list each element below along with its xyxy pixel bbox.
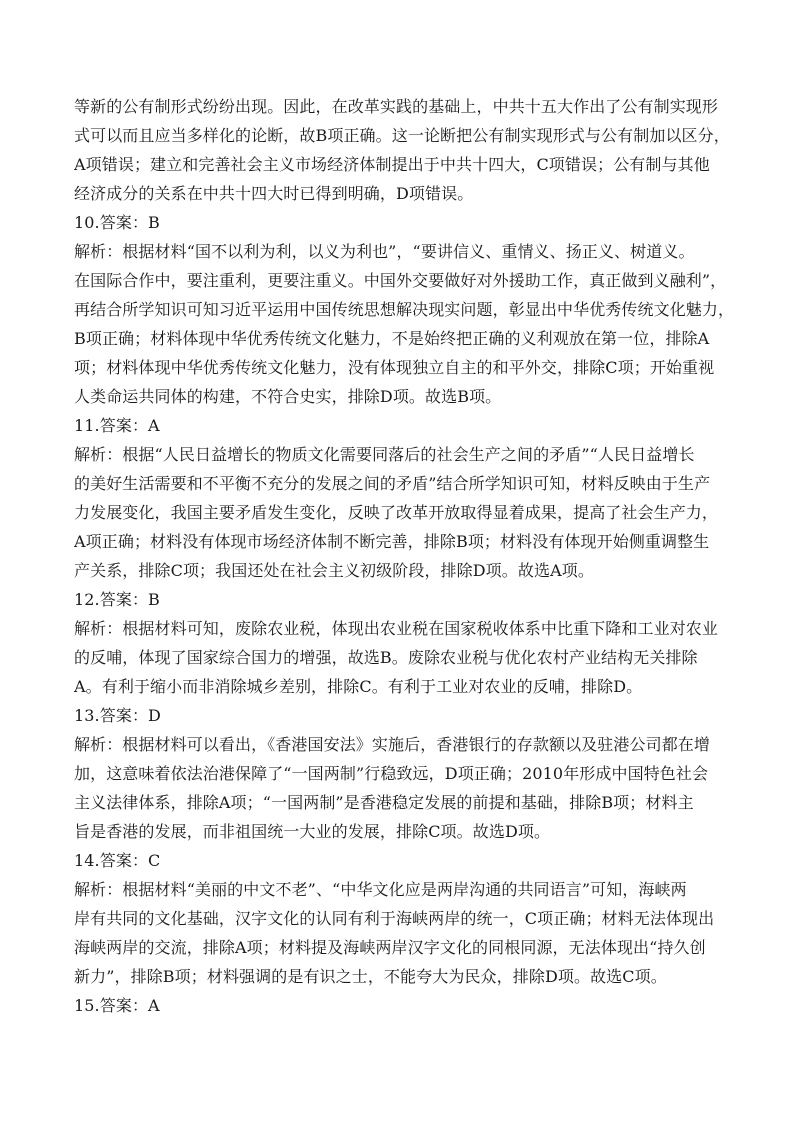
explanation-line: 在国际合作中，要注重利，更要注重义。中国外交要做好对外援助工作，真正做到义融利”， — [74, 271, 727, 290]
explanation-line: 的美好生活需要和不平衡不充分的发展之间的矛盾”结合所学知识可知，材料反映由于生产 — [74, 474, 711, 493]
explanation-line: A。有利于缩小而非消除城乡差别，排除C。有利于工业对农业的反哺，排除D。 — [74, 677, 643, 696]
explanation-line: 经济成分的关系在中共十四大时已得到明确，D项错误。 — [74, 184, 474, 203]
answer-block-q9-tail — [74, 92, 734, 208]
explanation-line: 解析：根据材料“国不以利为利，以义为利也”，“要讲信义、重情义、扬正义、树道义。 — [74, 242, 695, 261]
answer-heading: 13.答案：D — [74, 706, 161, 725]
explanation-line: 等新的公有制形式纷纷出现。因此，在改革实践的基础上，中共十五大作出了公有制实现形 — [74, 97, 719, 116]
explanation-line: 海峡两岸的交流，排除A项；材料提及海峡两岸汉字文化的同根同源，无法体现出“持久创 — [74, 938, 706, 957]
answer-block-q12 — [74, 585, 734, 701]
answer-block-q14 — [74, 846, 734, 991]
answer-block-q15 — [74, 991, 734, 1020]
answer-heading: 14.答案：C — [74, 851, 161, 870]
answer-explanations — [74, 92, 734, 1020]
explanation-line: 解析：根据“人民日益增长的物质文化需要同落后的社会生产之间的矛盾”“人民日益增长 — [74, 445, 695, 464]
answer-block-q10 — [74, 208, 734, 411]
explanation-line: 主义法律体系，排除A项；“一国两制”是香港稳定发展的前提和基础，排除B项；材料主 — [74, 793, 694, 812]
explanation-line: 再结合所学知识可知习近平运用中国传统思想解决现实问题，彰显出中华优秀传统文化魅力， — [74, 300, 734, 319]
explanation-line: 式可以而且应当多样化的论断，故B项正确。这一论断把公有制实现形式与公有制加以区分， — [74, 126, 730, 145]
explanation-line: 的反哺，体现了国家综合国力的增强，故选B。废除农业税与优化农村产业结构无关排除 — [74, 648, 698, 667]
explanation-line: 力发展变化，我国主要矛盾发生变化，反映了改革开放取得显着成果，提高了社会生产力， — [74, 503, 719, 522]
explanation-line: 产关系，排除C项；我国还处在社会主义初级阶段，排除D项。故选A项。 — [74, 561, 594, 580]
answer-heading: 15.答案：A — [74, 996, 160, 1015]
explanation-line: 人类命运共同体的构建，不符合史实，排除D项。故选B项。 — [74, 387, 502, 406]
explanation-line: A项错误；建立和完善社会主义市场经济体制提出于中共十四大，C项错误；公有制与其他 — [74, 155, 710, 174]
explanation-line: B项正确；材料体现中华优秀传统文化魅力，不是始终把正确的义利观放在第一位，排除A — [74, 329, 710, 348]
explanation-line: 加，这意味着依法治港保障了“一国两制”行稳致远，D项正确；2010年形成中国特色社会 — [74, 764, 709, 783]
explanation-line: 旨是香港的发展，而非祖国统一大业的发展，排除C项。故选D项。 — [74, 822, 551, 841]
answer-block-q11 — [74, 411, 734, 585]
answer-block-q13 — [74, 701, 734, 846]
explanation-line: A项正确；材料没有体现市场经济体制不断完善，排除B项；材料没有体现开始侧重调整生 — [74, 532, 710, 551]
explanation-line: 项；材料体现中华优秀传统文化魅力，没有体现独立自主的和平外交，排除C项；开始重视 — [74, 358, 715, 377]
answer-heading: 11.答案：A — [74, 416, 160, 435]
answer-heading: 10.答案：B — [74, 213, 160, 232]
explanation-line: 新力”，排除B项；材料强调的是有识之士，不能夸大为民众，排除D项。故选C项。 — [74, 967, 667, 986]
explanation-line: 解析：根据材料可知，废除农业税，体现出农业税在国家税收体系中比重下降和工业对农业 — [74, 619, 719, 638]
explanation-line: 岸有共同的文化基础，汉字文化的认同有利于海峡两岸的统一，C项正确；材料无法体现出 — [74, 909, 715, 928]
explanation-line: 解析：根据材料可以看出，《香港国安法》实施后，香港银行的存款额以及驻港公司都在增 — [74, 735, 711, 754]
answer-heading: 12.答案：B — [74, 590, 160, 609]
explanation-line: 解析：根据材料“美丽的中文不老”、“中华文化应是两岸沟通的共同语言”可知，海峡两 — [74, 880, 687, 899]
